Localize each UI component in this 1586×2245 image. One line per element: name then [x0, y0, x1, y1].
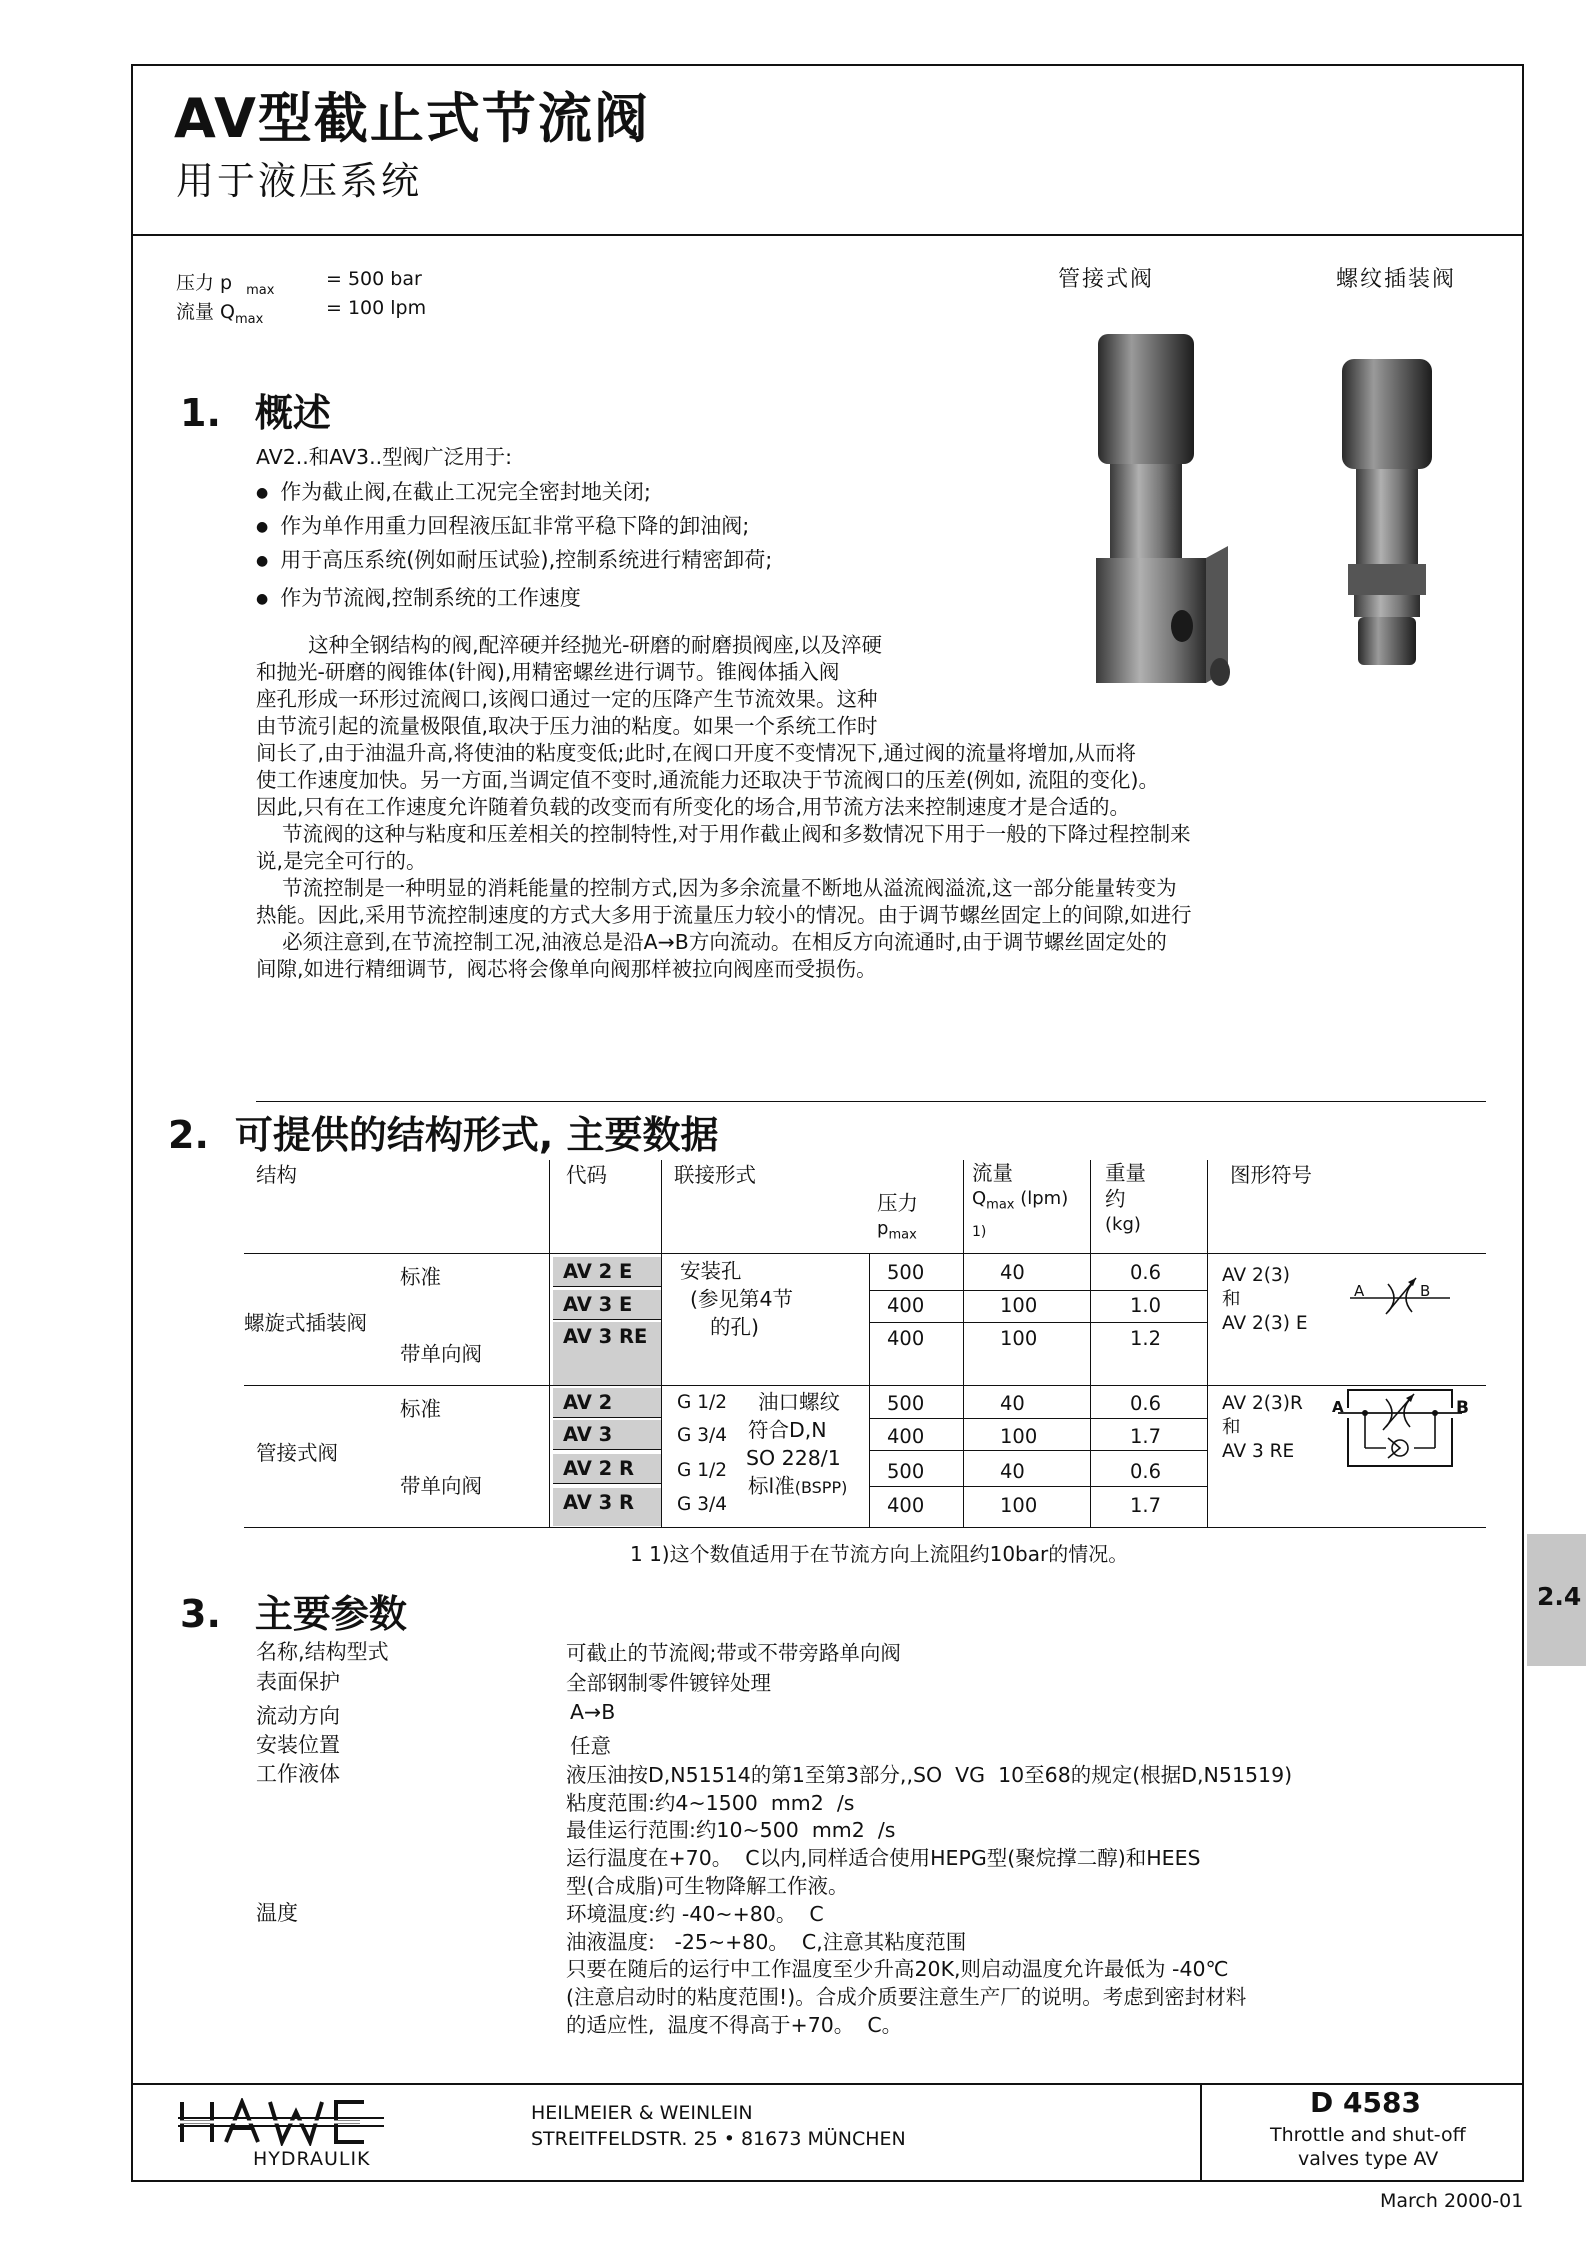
section1-para-line: 座孔形成一环形过流阀口,该阀口通过一定的压降产生节流效果。这种: [256, 687, 878, 711]
table-row-code: AV 2 R: [553, 1454, 661, 1484]
cell-flow: 40: [1000, 1261, 1025, 1284]
document-title-2: valves type AV: [1298, 2148, 1439, 2170]
cell-flow: 40: [1000, 1392, 1025, 1415]
param-label: 安装位置: [256, 1733, 340, 1757]
section1-para-line: 由节流引起的流量极限值,取决于压力油的粘度。如果一个系统工作时: [256, 714, 878, 738]
section2-rule: [256, 1101, 1486, 1102]
param-value: 最佳运行范围:约10~500 mm2 /s: [566, 1818, 896, 1842]
table-col-line: [869, 1253, 870, 1528]
connection-pipe: 油口螺纹 符合D,N SO 228/1 标l准(BSPP): [746, 1390, 848, 1498]
cell-thread: G 1/2: [677, 1392, 727, 1413]
col-header-weight: 重量 约 (kg): [1105, 1161, 1146, 1235]
param-value: 运行温度在+70。 C以内,同样适合使用HEPG型(聚烷撑二醇)和HEES: [566, 1846, 1201, 1870]
section1-para-line: 节流阀的这种与粘度和压差相关的控制特性,对于用作截止阀和多数情况下用于一般的下降过程控制来: [256, 822, 1191, 846]
param-value: 可截止的节流阀;带或不带旁路单向阀: [566, 1641, 901, 1665]
cell-pressure: 500: [887, 1261, 925, 1284]
param-label: 名称,结构型式: [256, 1640, 389, 1664]
header-divider: [131, 234, 1524, 236]
param-label: 流动方向: [256, 1704, 340, 1728]
col-header-pressure: 压力 $p_{max}$: [877, 1191, 918, 1243]
col-header-symbol: 图形符号: [1230, 1163, 1312, 1187]
symbol-text-pipe: AV 2(3)R 和 AV 3 RE: [1222, 1393, 1303, 1462]
table-row-code: AV 3 RE: [553, 1322, 661, 1385]
section2-heading: 2. 可提供的结构形式, 主要数据: [168, 1113, 719, 1157]
table-row-code: AV 3: [553, 1420, 661, 1450]
page-subtitle: 用于液压系统: [176, 159, 423, 203]
table-rule: [244, 1527, 1486, 1528]
port-label-b: B: [1456, 1398, 1469, 1418]
cell-pressure: 400: [887, 1494, 925, 1517]
cell-weight: 0.6: [1130, 1460, 1162, 1483]
table-rule: [870, 1418, 1208, 1419]
section1-para-line: 这种全钢结构的阀,配淬硬并经抛光-研磨的耐磨损阀座,以及淬硬: [256, 633, 883, 657]
section1-heading: 1. 概述: [180, 391, 331, 435]
table-col-line: [549, 1160, 550, 1528]
row-label-standard: 标准: [400, 1397, 441, 1421]
table-row-code: AV 2 E: [553, 1257, 661, 1287]
cell-flow: 40: [1000, 1460, 1025, 1483]
cell-weight: 0.6: [1130, 1261, 1162, 1284]
cell-thread: G 3/4: [677, 1494, 727, 1515]
section1-para-line: 和抛光-研磨的阀锥体(针阀),用精密螺丝进行调节。锥阀体插入阀: [256, 660, 840, 684]
cell-weight: 1.0: [1130, 1294, 1162, 1317]
cell-weight: 1.7: [1130, 1425, 1162, 1448]
section-tab: 2.4: [1527, 1534, 1586, 1666]
group-name-cartridge: 螺旋式插装阀: [244, 1311, 367, 1335]
table-rule: [870, 1322, 1208, 1323]
param-value: 全部钢制零件镀锌处理: [566, 1671, 771, 1695]
page-title: AV型截止式节流阀: [174, 87, 650, 150]
param-value: 型(合成脂)可生物降解工作液。: [566, 1874, 849, 1898]
cell-pressure: 500: [887, 1460, 925, 1483]
throttle-check-symbol: [1338, 1378, 1462, 1476]
param-value: 油液温度: -25~+80。 C,注意其粘度范围: [566, 1930, 967, 1954]
param-value: 液压油按D,N51514的第1至第3部分,,SO VG 10至68的规定(根据D,N51519): [566, 1763, 1293, 1787]
param-value: 粘度范围:约4~1500 mm2 /s: [566, 1791, 855, 1815]
table-rule: [244, 1253, 1486, 1254]
param-value: (注意启动时的粘度范围!)。合成介质要注意生产厂的说明。考虑到密封材料: [566, 1985, 1247, 2009]
cell-weight: 1.7: [1130, 1494, 1162, 1517]
table-row-code: AV 3 R: [553, 1488, 661, 1526]
section1-bullet-2: ● 作为单作用重力回程液压缸非常平稳下降的卸油阀;: [256, 510, 749, 540]
table-rule: [870, 1290, 1208, 1291]
cell-pressure: 400: [887, 1327, 925, 1350]
col-header-connection: 联接形式: [674, 1163, 756, 1187]
row-label-standard: 标准: [400, 1265, 441, 1289]
company-name: HEILMEIER & WEINLEIN: [531, 2102, 753, 2124]
section1-para-line: 间隙,如进行精细调节, 阀芯将会像单向阀那样被拉向阀座而受损伤。: [256, 957, 877, 981]
table-row-code: AV 2: [553, 1388, 661, 1418]
cell-thread: G 3/4: [677, 1425, 727, 1446]
section1-intro: AV2..和AV3..型阀广泛用于:: [256, 445, 513, 469]
port-label-b: B: [1420, 1282, 1431, 1300]
param-value: 只要在随后的运行中工作温度至少升高20K,则启动温度允许最低为 -40℃: [566, 1957, 1229, 1981]
section1-para-line: 间长了,由于油温升高,将使油的粘度变低;此时,在阀口开度不变情况下,通过阀的流量将增加,从而将: [256, 741, 1136, 765]
param-value: 环境温度:约 -40~+80。 C: [566, 1902, 824, 1926]
section1-bullet-3: ● 用于高压系统(例如耐压试验),控制系统进行精密卸荷;: [256, 544, 772, 574]
document-title-1: Throttle and shut-off: [1270, 2124, 1466, 2146]
table-col-line: [661, 1160, 662, 1528]
cell-flow: 100: [1000, 1425, 1038, 1448]
param-label: 工作液体: [256, 1762, 340, 1786]
row-label-check: 带单向阀: [400, 1474, 482, 1498]
table-col-line: [1207, 1160, 1208, 1528]
document-number: D 4583: [1310, 2086, 1421, 2119]
port-label-a: A: [1354, 1282, 1365, 1300]
cell-pressure: 400: [887, 1425, 925, 1448]
cell-weight: 0.6: [1130, 1392, 1162, 1415]
cell-pressure: 500: [887, 1392, 925, 1415]
image-label-pipe: 管接式阀: [1058, 267, 1155, 292]
table-col-line: [1090, 1160, 1091, 1528]
hawe-logo: [178, 2098, 384, 2146]
param-label: 温度: [256, 1901, 298, 1925]
port-label-a: A: [1332, 1398, 1344, 1416]
param-value: A→B: [570, 1700, 616, 1724]
section1-bullet-1: ● 作为截止阀,在截止工况完全密封地关闭;: [256, 476, 651, 506]
section1-bullet-4: ● 作为节流阀,控制系统的工作速度: [256, 582, 581, 612]
section1-para-line: 热能。因此,采用节流控制速度的方式大多用于流量压力较小的情况。由于调节螺丝固定上的间隙,如进行: [256, 903, 1192, 927]
param-value: 的适应性, 温度不得高于+70。 C。: [566, 2013, 903, 2037]
footer-vdivider: [1200, 2083, 1202, 2182]
pipe-valve-photo: [1080, 330, 1240, 700]
table-col-line: [963, 1160, 964, 1528]
cell-flow: 100: [1000, 1494, 1038, 1517]
throttle-symbol: [1350, 1270, 1450, 1325]
cell-pressure: 400: [887, 1294, 925, 1317]
footer-divider: [131, 2083, 1524, 2085]
logo-subtitle: HYDRAULIK: [253, 2148, 371, 2170]
spec-flow: 流量 $Q_{max}$ = 100 lpm: [176, 297, 427, 327]
cell-thread: G 1/2: [677, 1460, 727, 1481]
row-label-check: 带单向阀: [400, 1342, 482, 1366]
param-label: 表面保护: [256, 1670, 340, 1694]
cartridge-valve-photo: [1330, 355, 1450, 675]
table-rule: [870, 1486, 1208, 1487]
cell-flow: 100: [1000, 1294, 1038, 1317]
param-value: 任意: [570, 1734, 611, 1758]
cell-weight: 1.2: [1130, 1327, 1162, 1350]
section1-para-line: 节流控制是一种明显的消耗能量的控制方式,因为多余流量不断地从溢流阀溢流,这一部分能量转变为: [256, 876, 1177, 900]
cell-flow: 100: [1000, 1327, 1038, 1350]
connection-cartridge: 安装孔 (参见第4节 的孔): [680, 1259, 794, 1339]
table-rule: [244, 1385, 1486, 1386]
company-address: STREITFELDSTR. 25 • 81673 MÜNCHEN: [531, 2128, 906, 2150]
section1-para-line: 使工作速度加快。另一方面,当调定值不变时,通流能力还取决于节流阀口的压差(例如, 流阻的变化)。: [256, 768, 1160, 792]
group-name-pipe: 管接式阀: [256, 1441, 338, 1465]
col-header-flow: 流量 $Q_{max}$ (lpm) 1): [972, 1161, 1069, 1240]
image-label-cartridge: 螺纹插装阀: [1336, 267, 1457, 292]
col-header-structure: 结构: [256, 1163, 297, 1187]
section1-para-line: 必须注意到,在节流控制工况,油液总是沿A→B方向流动。在相反方向流通时,由于调节螺丝固定处的: [256, 930, 1167, 954]
col-header-code: 代码: [566, 1163, 607, 1187]
document-date: March 2000-01: [1380, 2190, 1524, 2212]
section1-para-line: 说,是完全可行的。: [256, 849, 427, 873]
symbol-text-cartridge: AV 2(3) 和 AV 2(3) E: [1222, 1265, 1308, 1334]
table-rule: [870, 1450, 1208, 1451]
table-footnote: 1 1)这个数值适用于在节流方向上流阻约10bar的情况。: [630, 1542, 1129, 1566]
section1-para-line: 因此,只有在工作速度允许随着负载的改变而有所变化的场合,用节流方法来控制速度才是合适的。: [256, 795, 1131, 819]
section3-heading: 3. 主要参数: [180, 1592, 407, 1636]
spec-pressure: 压力 p $_{max}$ = 500 bar: [176, 268, 422, 298]
table-row-code: AV 3 E: [553, 1290, 661, 1320]
